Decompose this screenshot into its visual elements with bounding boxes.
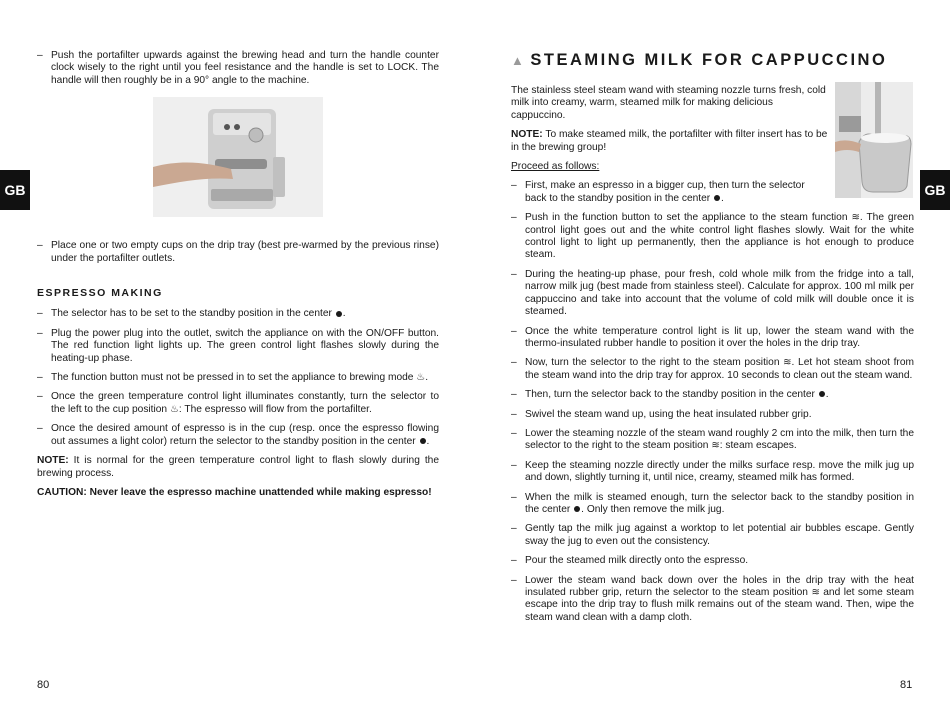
list-item: – Push in the function button to set the appliance to the steam function ≋. The green control light goes out and the white control light flashes slowly. Wait for the white control light to light up permanently, then the appliance is hot enough to produce steam. (511, 212, 914, 261)
standby-dot-icon (420, 438, 426, 444)
list-item: – During the heating-up phase, pour fresh, cold whole milk from the fridge into a tall, narrow milk jug (best made from stainless steel). Calculate for approx. 100 ml milk per cappuccino and take into account that the volume of cold milk will double once it is steamed. (511, 268, 914, 318)
list-item: – The selector has to be set to the standby position in the center . (37, 308, 346, 320)
note-paragraph: NOTE: It is normal for the green temperature control light to flash slowly during the brewing process. (37, 455, 439, 479)
list-item: – The function button must not be pressed in to set the appliance to brewing mode ♨. (37, 372, 429, 384)
list-item: – When the milk is steamed enough, turn the selector back to the standby position in the center . Only then remove the milk jug. (511, 491, 914, 515)
language-tab-left: GB (0, 170, 30, 210)
list-item: – Plug the power plug into the outlet, switch the appliance on with the ON/OFF button. The red function light lights up. The green control light flashes slowly during the heating-up phase. (37, 327, 439, 364)
proceed-heading: Proceed as follows: (511, 161, 600, 173)
language-tab-right: GB (920, 170, 950, 210)
list-item: – Pour the steamed milk directly onto the espresso. (511, 555, 749, 567)
list-item: – First, make an espresso in a bigger cup, then turn the selector back to the standby position in the center . (511, 180, 805, 204)
list-item: – Now, turn the selector to the right to the steam position ≋. Let hot steam shoot from the steam wand into the drip tray for approx. 10 seconds to clean out the steam wand. (511, 357, 914, 381)
standby-dot-icon (714, 195, 720, 201)
steam-icon: ≋ (711, 440, 720, 452)
list-item: – Once the desired amount of espresso is in the cup (resp. once the espresso flowing out assumes a light color) return the selector to the standby position in the center . (37, 423, 439, 447)
page-number-right: 81 (900, 679, 913, 691)
list-item: – Once the white temperature control light is lit up, lower the steam wand with the thermo-insulated rubber handle to position it over the holes in the drip tray. (511, 325, 914, 349)
list-item: – Lower the steaming nozzle of the steam wand roughly 2 cm into the milk, then turn the selector to the right to the steam position ≋: steam escapes. (511, 427, 914, 452)
cup-icon: ♨ (416, 372, 426, 384)
standby-dot-icon (819, 391, 825, 397)
intro-paragraph: The stainless steel steam wand with steaming nozzle turns fresh, cold milk into creamy, warm, steamed milk for making delicious cappuccino. (511, 85, 826, 121)
intro-block (511, 85, 829, 205)
list-item: – Gently tap the milk jug against a worktop to let potential air bubbles escape. Gently sway the jug to even out the consistency. (511, 523, 914, 547)
note-paragraph: NOTE: To make steamed milk, the portafilter with filter insert has to be in the brewing group! (511, 129, 828, 153)
espresso-machine-photo (153, 97, 323, 217)
steam-wand-milk-jug-photo (835, 82, 913, 198)
steam-icon: ≋ (783, 357, 792, 369)
steam-icon: ≋ (851, 212, 860, 224)
list-item: – Push the portafilter upwards against the brewing head and turn the handle counter clock wisely to the right until you feel resistance and the handle is set to LOCK. The handle will then roughly be in a 90° angle to the machine. (37, 50, 439, 86)
list-item: – Then, turn the selector back to the standby position in the center . (511, 389, 829, 401)
page-title: ▲ STEAMING MILK FOR CAPPUCCINO (511, 51, 888, 69)
list-item: – Keep the steaming nozzle directly under the milks surface resp. move the milk jug up and down, slightly turning it, until nice, creamy, steamed milk has formed. (511, 459, 914, 484)
section-title-espresso-making: ESPRESSO MAKING (37, 287, 163, 300)
left-page-column (37, 50, 439, 499)
cup-icon: ♨ (169, 403, 179, 415)
list-item: – Place one or two empty cups on the drip tray (best pre-warmed by the previous rinse) under the portafilter outlets. (37, 240, 439, 264)
list-item: – Once the green temperature control light illuminates constantly, turn the selector to the left to the cup position ♨: The espresso will flow from the portafilter. (37, 391, 439, 415)
list-item: – Swivel the steam wand up, using the heat insulated rubber grip. (511, 408, 812, 420)
page-number-left: 80 (37, 679, 50, 691)
triangle-icon: ▲ (511, 53, 527, 68)
standby-dot-icon (336, 311, 342, 317)
list-item: – Lower the steam wand back down over the holes in the drip tray with the heat insulated rubber grip, return the selector to the steam position ≋ and let some steam escape into the drip tray to flush milk remains out of the steam wand. Then, wipe the steam wand clean with a damp cloth. (511, 574, 915, 623)
standby-dot-icon (574, 506, 580, 512)
caution-paragraph: CAUTION: Never leave the espresso machine unattended while making espresso! (37, 486, 432, 498)
steam-icon: ≋ (811, 587, 820, 598)
